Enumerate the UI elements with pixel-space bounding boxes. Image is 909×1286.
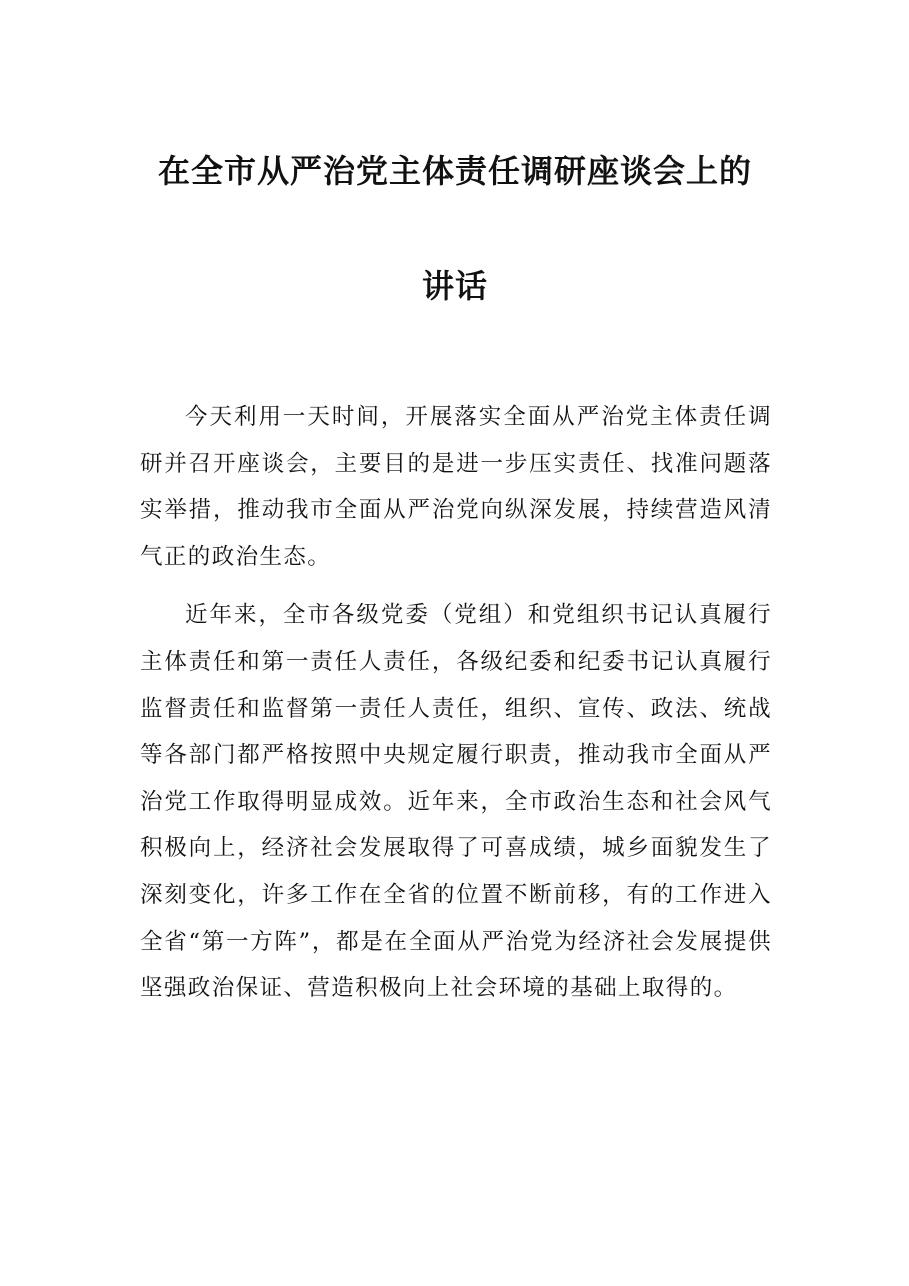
paragraph-2: 近年来，全市各级党委（党组）和党组织书记认真履行主体责任和第一责任人责任，各级纪委和纪委书记认真履行监督责任和监督第一责任人责任，组织、宣传、政法、统战等各部门都严格按照中央规定履行职责，推动我市全面从严治党工作取得明显成效。近年来，全市政治生态和社会风气积极向上，经济社会发展取得了可喜成绩，城乡面貌发生了深刻变化，许多工作在全省的位置不断前移，有的工作进入全省“第一方阵”，都是在全面从严治党为经济社会发展提供坚强政治保证、营造积极向上社会环境的基础上取得的。: [140, 602, 772, 1002]
document-body: [140, 394, 772, 1024]
document-title-line-2: 讲话: [421, 267, 488, 305]
document-title-line-1: 在全市从严治党主体责任调研座谈会上的: [157, 152, 752, 190]
paragraph-1: 今天利用一天时间，开展落实全面从严治党主体责任调研并召开座谈会，主要目的是进一步压实责任、找准问题落实举措，推动我市全面从严治党向纵深发展，持续营造风清气正的政治生态。: [140, 404, 772, 570]
